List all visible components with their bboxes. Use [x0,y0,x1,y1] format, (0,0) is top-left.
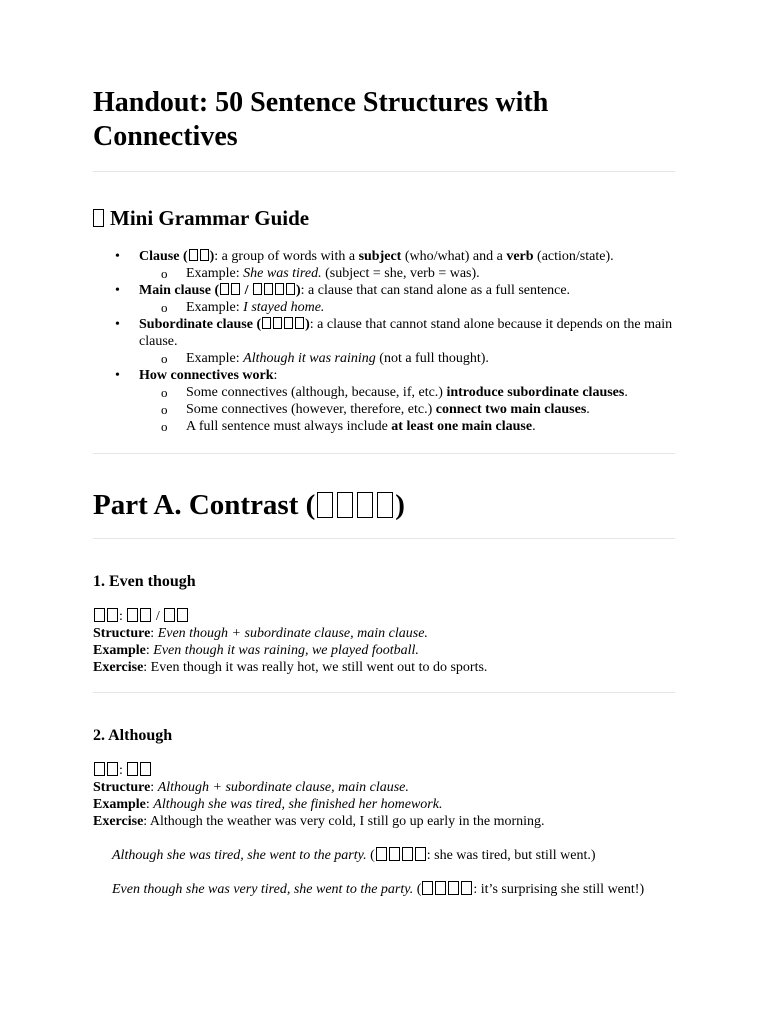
sub-item: o Example: She was tired. (subject = she, verb = was). [139,265,675,282]
structure-line: Structure: Even though + subordinate clause, main clause. [93,626,428,641]
guide-heading: Mini Grammar Guide [93,205,309,231]
example-line: Example: Even though it was raining, we played football. [93,643,419,658]
sub-item: o Some connectives (however, therefore, etc.) connect two main clauses. [139,401,675,418]
grammar-list [93,248,675,435]
meaning-line: : [93,762,675,779]
list-item-connectives: • How connectives work: o Some connectives (although, because, if, etc.) introduce subordinate clauses. o Some connectives (however, therefore, etc.) connect two main clauses. o A full sentence must always include at least one main clause. [93,367,675,435]
list-item-main-clause: • Main clause ( / ): a clause that can stand alone as a full sentence. o Example: I stayed home. [93,282,675,316]
part-a-heading: Part A. Contrast ( ) [93,489,405,521]
list-item-subordinate-clause: • Subordinate clause ( ): a clause that cannot stand alone because it depends on the main clause. o Example: Although it was raining (not a full thought). [93,316,675,367]
structure-line: Structure: Although + subordinate clause, main clause. [93,780,409,795]
sub-item: o Example: Although it was raining (not a full thought). [139,350,675,367]
divider [93,692,675,693]
section-heading-although: 2. Although [93,727,173,744]
box-icon [93,209,104,227]
sub-item: o Some connectives (although, because, if, etc.) introduce subordinate clauses. [139,384,675,401]
exercise-line: Exercise: Even though it was really hot, we still went out to do sports. [93,660,488,675]
list-item-clause: • Clause ( ): a group of words with a subject (who/what) and a verb (action/state). o Example: She was tired. (subject = she, verb = was). [93,248,675,282]
section-heading-even-though: 1. Even though [93,573,196,590]
note-paragraph: Even though she was very tired, she went to the party. ( : it’s surprising she still went!) [112,882,645,897]
divider [93,453,675,454]
note-paragraph: Although she was tired, she went to the party. ( : she was tired, but still went.) [112,848,596,863]
example-line: Example: Although she was tired, she finished her homework. [93,797,443,812]
divider [93,171,675,172]
page-title: Handout: 50 Sentence Structures with Connectives [93,87,549,152]
divider [93,538,675,539]
sub-item: o Example: I stayed home. [139,299,675,316]
section-body-even-though [93,608,675,676]
section-body-although [93,762,675,830]
meaning-line: : / [93,608,675,625]
exercise-line: Exercise: Although the weather was very cold, I still go up early in the morning. [93,814,545,829]
sub-item: o A full sentence must always include at least one main clause. [139,418,675,435]
